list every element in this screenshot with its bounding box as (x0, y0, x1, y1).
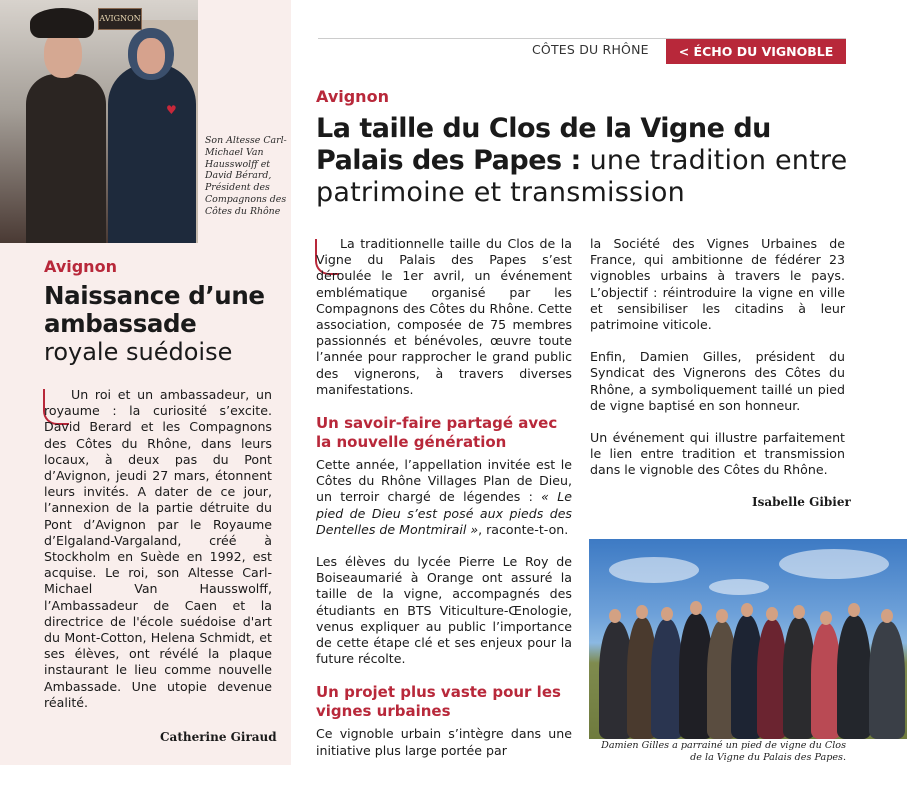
paragraph-text: , raconte-t-on. (478, 521, 569, 537)
main-kicker: Avignon (316, 87, 389, 106)
portrait-photo (0, 0, 198, 243)
photo-caption: Son Altesse Carl-Michael Van Hausswolff et David Bérard, Président des Compagnons des Côtes du Rhône (205, 135, 287, 217)
photo-cloud (709, 579, 769, 595)
photo-sign: AVIGNON (98, 8, 142, 30)
paragraph: Ce vignoble urbain s’intègre dans une initiative plus large portée par (316, 726, 572, 758)
heart-icon: ♥ (166, 103, 177, 117)
subheading: Un projet plus vaste pour les vignes urbaines (316, 683, 561, 720)
photo-person (869, 621, 905, 739)
group-photo-caption: Damien Gilles a parrainé un pied de vigne du Clos de la Vigne du Palais des Papes. (601, 740, 846, 763)
photo-head (881, 609, 893, 623)
photo-cloud (779, 549, 889, 579)
photo-head (661, 607, 673, 621)
photo-head (716, 609, 728, 623)
article-column-1 (316, 236, 572, 775)
sidebar-title-strong: Naissance d’une ambassade (44, 281, 265, 338)
photo-cloud (609, 557, 699, 583)
subheading: Un savoir-faire partagé avec la nouvelle génération (316, 414, 558, 451)
sidebar-title-light: royale suédoise (44, 338, 233, 366)
paragraph: Un événement qui illustre parfaitement le lien entre tradition et transmission dans le vignoble des Côtes du Rhône. (590, 430, 845, 478)
main-author: Isabelle Gibier (752, 495, 851, 509)
main-title-strong: La taille du Clos de la Vigne du Palais des Papes : (316, 113, 771, 176)
photo-hat (30, 8, 94, 38)
paragraph-text: Cette année, l’appellation invitée est le Côtes du Rhône Villages Plan de Dieu, un terroir chargé de légendes : (316, 457, 572, 505)
paragraph: la Société des Vignes Urbaines de France, qui ambitionne de fédérer 23 vignobles urbains à travers le pays. L’objectif : réintroduire la vigne en ville et sensibiliser les citadins à leur patrimoine viticole. (590, 236, 845, 333)
sidebar-body (44, 387, 272, 711)
paragraph: Les élèves du lycée Pierre Le Roy de Boiseaumarié à Orange ont assuré la taille de la vigne, accompagnés des étudiants en BTS Viticulture-Œnologie, venus expliquer au public l’importance de cette étape clé et ses enjeux pour la future récolte. (316, 554, 572, 667)
photo-head (820, 611, 832, 625)
group-photo (589, 539, 907, 739)
sidebar-title (44, 282, 289, 366)
photo-head (848, 603, 860, 617)
section-label: CÔTES DU RHÔNE (532, 42, 649, 57)
photo-head (766, 607, 778, 621)
quote-text: « Le pied de Dieu s’est posé aux pieds des Dentelles de Montmirail » (316, 489, 572, 537)
section-tag: < ÉCHO DU VIGNOBLE (666, 39, 846, 64)
photo-person (837, 615, 871, 739)
paragraph-text: La traditionnelle taille du Clos de la Vigne du Palais des Papes s’est déroulée le 1er avril, un événement emblématique organisé par les Compagnons des Côtes du Rhône. Cette association, composée de 75 membres passionnés et bénévoles, œuvre toute l’année pour rapprocher le grand public des vignerons, à travers diverses manifestations. (316, 236, 572, 397)
paragraph (316, 457, 572, 538)
main-title-light: une tradition entre patrimoine et transmission (316, 145, 848, 208)
photo-head (636, 605, 648, 619)
article-column-2 (590, 236, 845, 495)
photo-person-right-face (137, 38, 165, 74)
paragraph: Enfin, Damien Gilles, président du Syndicat des Vignerons des Côtes du Rhône, a symboliquement taillé un pied de vigne baptisé en son honneur. (590, 349, 845, 413)
photo-person-right (108, 64, 196, 243)
paragraph (316, 236, 572, 398)
photo-person-left (26, 74, 106, 243)
photo-head (690, 601, 702, 615)
main-title (316, 113, 856, 209)
sidebar-kicker: Avignon (44, 257, 117, 276)
photo-head (609, 609, 621, 623)
photo-head (741, 603, 753, 617)
sidebar-author: Catherine Giraud (160, 730, 277, 744)
photo-head (793, 605, 805, 619)
sidebar-body-text: Un roi et un ambassadeur, un royaume : la curiosité s’excite. David Berard et les Compagnons des Côtes du Rhône, dans leurs locaux, à deux pas du Pont d’Avignon, jeudi 27 mars, étonnent leurs invités. A dater de ce jour, l’annexion de la partie détruite du Pont d’Avignon par le Royaume d’Elgaland-Vargaland, créé à Stockholm en Suède en 1992, est acquise. Le roi, son Altesse Carl-Michael Van Hausswolff, l’Ambassadeur de Caen et la directrice de l'école suédoise d'art du Mont-Cotton, Helena Schmidt, et ses élèves, ont révélé la plaque instaurant le lieu comme nouvelle Ambassade. Une utopie devenue réalité. (44, 387, 272, 710)
sidebar-article (0, 0, 291, 765)
